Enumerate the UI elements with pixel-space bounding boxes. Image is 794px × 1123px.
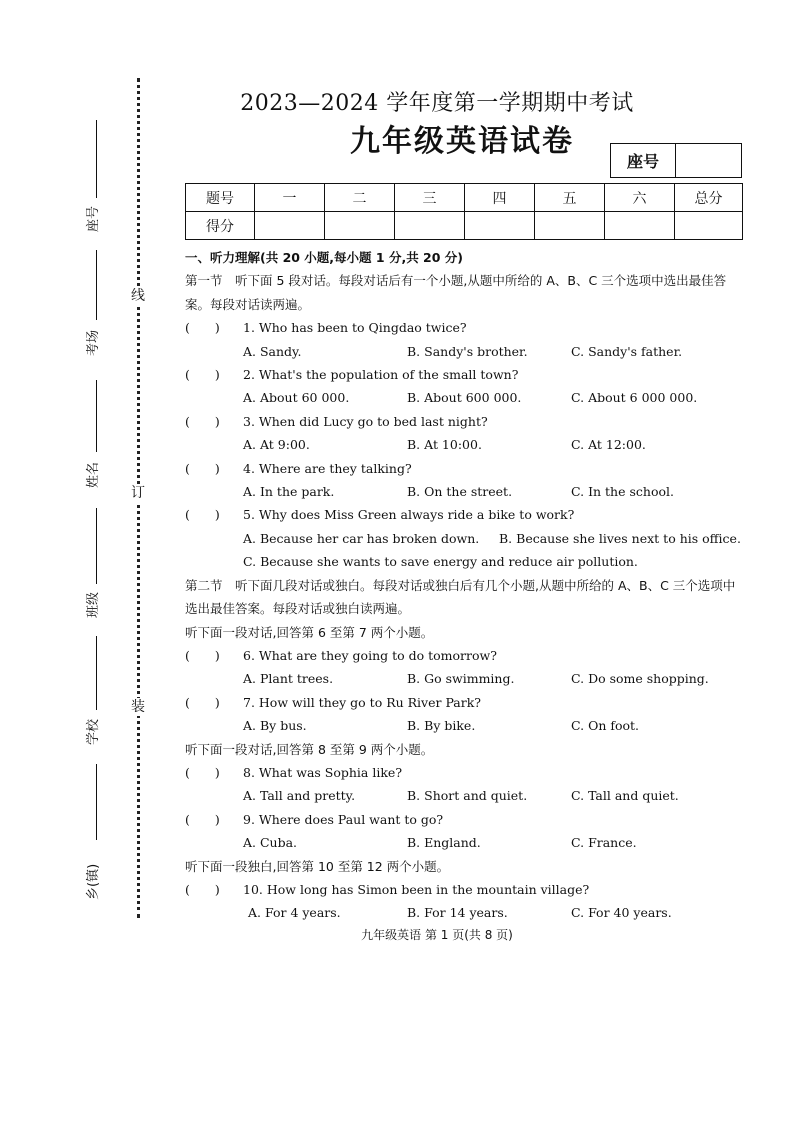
option-a: A. Cuba. <box>243 835 298 851</box>
score-cell[interactable] <box>395 212 465 240</box>
options-row <box>185 480 745 503</box>
name-label: 姓名 <box>86 461 101 488</box>
option-b: B. Go swimming. <box>407 671 515 687</box>
seat-number-field[interactable] <box>676 144 741 177</box>
question-5 <box>185 503 745 526</box>
score-cell[interactable] <box>605 212 675 240</box>
option-c: C. Because she wants to save energy and reduce air pollution. <box>243 554 638 570</box>
score-row-label: 得分 <box>186 212 255 240</box>
question-1 <box>185 316 745 339</box>
question-2 <box>185 363 745 386</box>
answer-blank[interactable]: ( ) <box>185 881 220 897</box>
score-table-score-row <box>186 212 743 240</box>
score-table <box>185 183 743 240</box>
exam-title: 2023—2024 学年度第一学期期中考试 <box>240 91 634 116</box>
option-b: B. About 600 000. <box>407 390 522 406</box>
score-header-cell: 题号 <box>186 184 255 212</box>
question-9 <box>185 808 745 831</box>
page-footer: 九年级英语 第 1 页(共 8 页) <box>361 928 513 942</box>
answer-blank[interactable]: ( ) <box>185 647 220 663</box>
question-stem: 4. Where are they talking? <box>243 460 412 476</box>
options-row <box>185 433 745 456</box>
class-write-line <box>96 508 97 584</box>
options-row <box>185 901 745 924</box>
option-b: B. Short and quiet. <box>407 788 528 804</box>
question-4 <box>185 457 745 480</box>
seat-number-box <box>610 143 742 178</box>
score-header-cell: 一 <box>255 184 325 212</box>
score-cell[interactable] <box>675 212 743 240</box>
score-header-cell: 四 <box>465 184 535 212</box>
section-heading: 一、听力理解(共 20 小题,每小题 1 分,共 20 分) <box>185 250 464 265</box>
answer-blank[interactable]: ( ) <box>185 811 220 827</box>
option-a: A. Sandy. <box>243 343 302 359</box>
score-header-cell: 五 <box>535 184 605 212</box>
option-a: A. In the park. <box>243 484 335 500</box>
options-row <box>185 527 745 550</box>
options-row <box>185 340 745 363</box>
answer-blank[interactable]: ( ) <box>185 367 220 383</box>
option-a: A. For 4 years. <box>248 905 341 921</box>
option-b: B. England. <box>407 835 481 851</box>
school-write-line <box>96 636 97 710</box>
option-c: C. In the school. <box>571 484 674 500</box>
answer-blank[interactable]: ( ) <box>185 320 220 336</box>
question-stem: 6. What are they going to do tomorrow? <box>243 647 497 663</box>
exam-room-label: 考场 <box>86 329 101 356</box>
option-c: C. At 12:00. <box>571 437 646 453</box>
question-3 <box>185 410 745 433</box>
answer-blank[interactable]: ( ) <box>185 764 220 780</box>
score-header-cell: 二 <box>325 184 395 212</box>
option-a: A. About 60 000. <box>243 390 350 406</box>
options-row <box>185 667 745 690</box>
question-stem: 10. How long has Simon been in the mountain village? <box>243 881 590 897</box>
cut-mark-bind: 订 <box>131 485 145 501</box>
option-c: C. On foot. <box>571 718 640 734</box>
part1-instruction: 第一节 听下面 5 段对话。每段对话后有一个小题,从题中所给的 A、B、C 三个选项中选出最佳答案。每段对话读两遍。 <box>185 273 727 312</box>
option-a: A. Plant trees. <box>243 671 334 687</box>
town-write-line <box>96 764 97 840</box>
score-cell[interactable] <box>255 212 325 240</box>
option-b: B. By bike. <box>407 718 476 734</box>
answer-blank[interactable]: ( ) <box>185 694 220 710</box>
exam-room-write-line <box>96 250 97 320</box>
question-10 <box>185 878 745 901</box>
class-label: 班级 <box>86 591 101 618</box>
cut-mark-line: 线 <box>131 288 145 304</box>
options-row <box>185 784 745 807</box>
score-cell[interactable] <box>325 212 395 240</box>
option-b: B. At 10:00. <box>407 437 482 453</box>
question-content <box>185 246 745 925</box>
seat-side-label: 座号 <box>86 205 101 232</box>
options-row <box>185 386 745 409</box>
option-c: C. Do some shopping. <box>571 671 709 687</box>
option-b: B. For 14 years. <box>407 905 508 921</box>
options-row <box>185 714 745 737</box>
seat-write-line <box>96 120 97 198</box>
school-label: 学校 <box>86 718 101 745</box>
option-c: C. France. <box>571 835 637 851</box>
option-b: B. Sandy's brother. <box>407 343 528 359</box>
option-b: B. Because she lives next to his office. <box>499 530 741 546</box>
options-row <box>185 831 745 854</box>
option-c: C. About 6 000 000. <box>571 390 698 406</box>
group-instruction: 听下面一段对话,回答第 8 至第 9 两个小题。 <box>185 741 434 757</box>
question-stem: 2. What's the population of the small town? <box>243 367 519 383</box>
option-c: C. Sandy's father. <box>571 343 683 359</box>
answer-blank[interactable]: ( ) <box>185 460 220 476</box>
answer-blank[interactable]: ( ) <box>185 413 220 429</box>
option-c: C. For 40 years. <box>571 905 672 921</box>
question-stem: 8. What was Sophia like? <box>243 764 403 780</box>
option-a: A. Tall and pretty. <box>243 788 356 804</box>
question-stem: 1. Who has been to Qingdao twice? <box>243 320 467 336</box>
question-6 <box>185 644 745 667</box>
question-stem: 7. How will they go to Ru River Park? <box>243 694 482 710</box>
score-header-cell: 六 <box>605 184 675 212</box>
option-a: A. By bus. <box>243 718 307 734</box>
score-cell[interactable] <box>465 212 535 240</box>
score-header-cell: 三 <box>395 184 465 212</box>
name-write-line <box>96 380 97 452</box>
option-a: A. Because her car has broken down. <box>243 530 480 546</box>
group-instruction: 听下面一段对话,回答第 6 至第 7 两个小题。 <box>185 624 434 640</box>
score-header-cell: 总分 <box>675 184 743 212</box>
exam-subtitle: 九年级英语试卷 <box>350 124 574 159</box>
option-c: C. Tall and quiet. <box>571 788 679 804</box>
question-stem: 5. Why does Miss Green always ride a bike to work? <box>243 507 575 523</box>
question-8 <box>185 761 745 784</box>
score-table-header-row <box>186 184 743 212</box>
option-a: A. At 9:00. <box>243 437 310 453</box>
question-stem: 9. Where does Paul want to go? <box>243 811 444 827</box>
question-stem: 3. When did Lucy go to bed last night? <box>243 413 488 429</box>
question-7 <box>185 691 745 714</box>
group-instruction: 听下面一段独白,回答第 10 至第 12 两个小题。 <box>185 858 450 874</box>
option-b: B. On the street. <box>407 484 513 500</box>
score-cell[interactable] <box>535 212 605 240</box>
town-label: 乡(镇) <box>86 863 101 900</box>
seat-number-label: 座号 <box>611 144 676 177</box>
part2-instruction: 第二节 听下面几段对话或独白。每段对话或独白后有几个小题,从题中所给的 A、B、C 三个选项中选出最佳答案。每段对话或独白读两遍。 <box>185 577 736 617</box>
cut-mark-pack: 装 <box>131 699 145 715</box>
answer-blank[interactable]: ( ) <box>185 507 220 523</box>
